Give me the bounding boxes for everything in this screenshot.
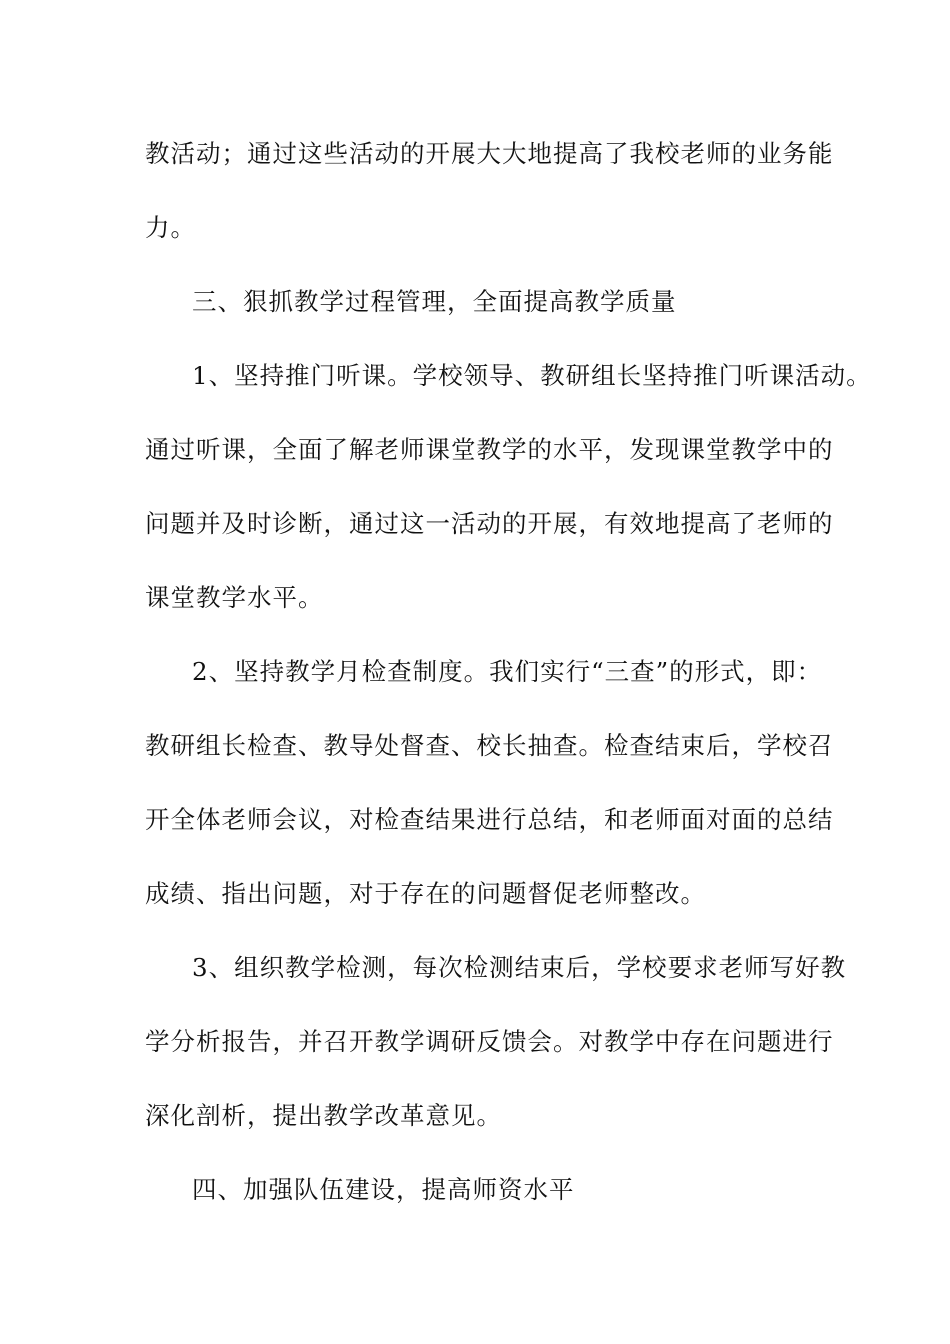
text-line: 2、坚持教学月检查制度。我们实行“三查”的形式，即： [192,657,823,686]
text-line: 成绩、指出问题，对于存在的问题督促老师整改。 [145,879,706,908]
text-line: 通过听课，全面了解老师课堂教学的水平，发现课堂教学中的 [145,435,834,464]
text-line: 深化剖析，提出教学改革意见。 [145,1101,502,1130]
text-line: 力。 [145,213,196,242]
text-line: 3、组织教学检测，每次检测结束后，学校要求老师写好教 [192,953,847,982]
section-heading: 三、狠抓教学过程管理，全面提高教学质量 [192,287,677,316]
text-line: 教研组长检查、教导处督查、校长抽查。检查结束后，学校召 [145,731,834,760]
text-line: 学分析报告，并召开教学调研反馈会。对教学中存在问题进行 [145,1027,834,1056]
text-line: 开全体老师会议，对检查结果进行总结，和老师面对面的总结 [145,805,834,834]
text-line: 问题并及时诊断，通过这一活动的开展，有效地提高了老师的 [145,509,834,538]
text-line: 教活动；通过这些活动的开展大大地提高了我校老师的业务能 [145,139,834,168]
section-heading: 四、加强队伍建设，提高师资水平 [192,1175,575,1204]
text-line: 1、坚持推门听课。学校领导、教研组长坚持推门听课活动。 [192,361,872,390]
text-line: 课堂教学水平。 [145,583,324,612]
